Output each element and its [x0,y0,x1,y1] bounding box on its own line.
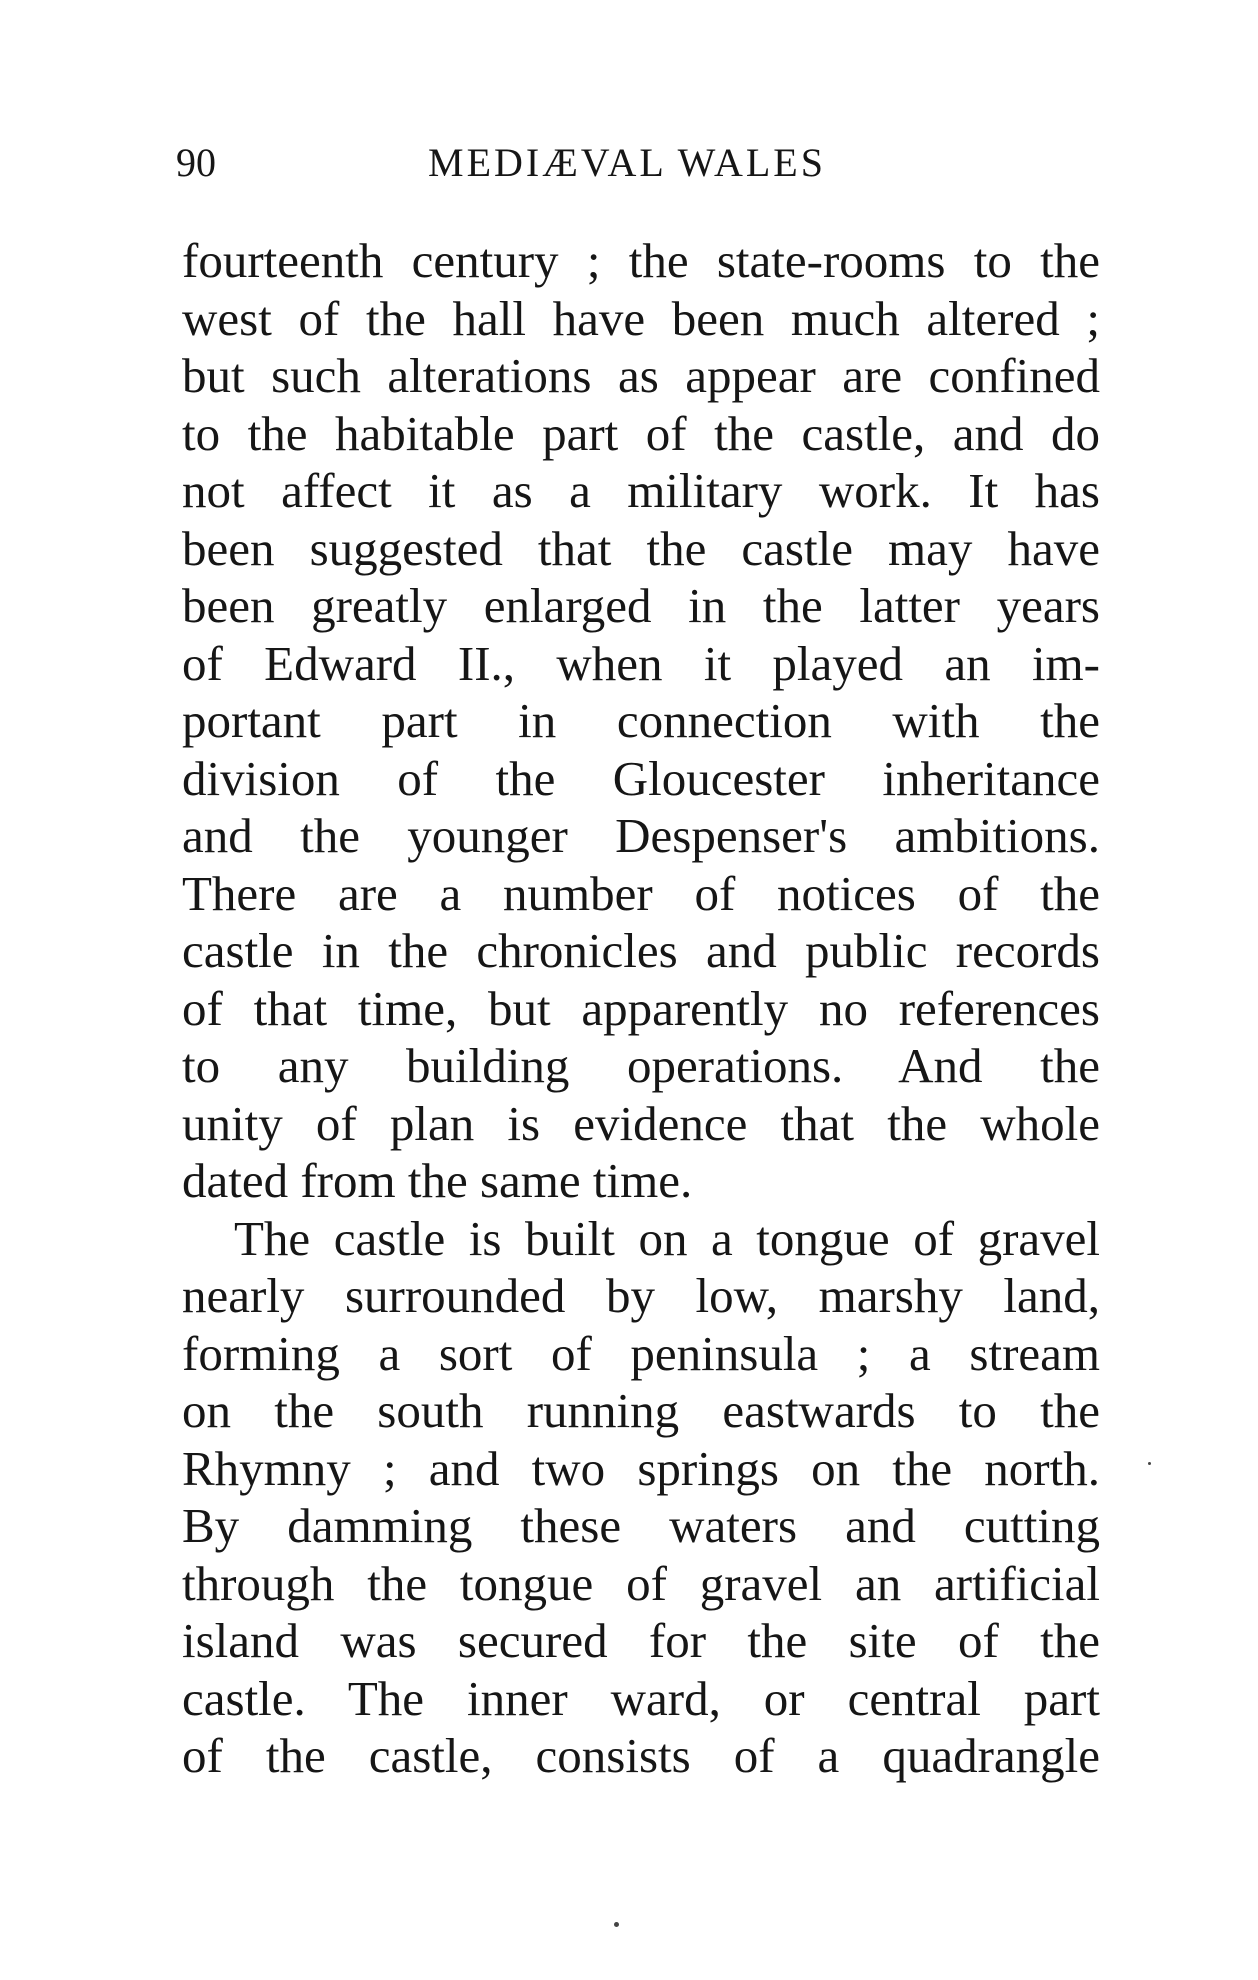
text-line: through the tongue of gravel an artificial [182,1555,1100,1611]
text-line: island was secured for the site of the [182,1613,1100,1668]
text-line: been suggested that the castle may have [182,520,1100,576]
page-number: 90 [176,140,216,185]
text-line: west of the hall have been much altered ; [182,290,1100,346]
text-line: to any building operations. And the [182,1038,1100,1093]
text-line: There are a number of notices of the [182,865,1100,921]
text-line: not affect it as a military work. It has [182,463,1100,518]
paragraph-end-line: dated from the same time. [182,1153,693,1208]
scan-speck [1148,1462,1151,1465]
text-line: Rhymny ; and two springs on the north. [182,1440,1100,1496]
text-line: unity of plan is evidence that the whole [182,1095,1100,1151]
text-line: but such alterations as appear are confined [182,348,1100,403]
paragraph-start-line: The castle is built on a tongue of gravel [234,1210,1100,1266]
text-line: been greatly enlarged in the latter years [182,578,1100,633]
text-line: of Edward II., when it played an im- [182,635,1100,691]
page-header [176,138,1098,188]
text-line: By damming these waters and cutting [182,1498,1100,1553]
text-line: to the habitable part of the castle, and do [182,405,1100,461]
text-line: on the south running eastwards to the [182,1383,1100,1438]
text-line: castle. The inner ward, or central part [182,1670,1100,1726]
text-line: of that time, but apparently no references [182,980,1100,1036]
scan-speck [614,1922,619,1927]
text-line: castle in the chronicles and public records [182,923,1100,978]
running-title: MEDIÆVAL WALES [428,140,826,185]
body-text [182,232,1100,1785]
text-line: nearly surrounded by low, marshy land, [182,1268,1100,1323]
text-line: forming a sort of peninsula ; a stream [182,1325,1100,1381]
text-line: fourteenth century ; the state-rooms to the [182,233,1100,288]
text-line: of the castle, consists of a quadrangle [182,1728,1100,1783]
text-line: and the younger Despenser's ambitions. [182,808,1100,863]
text-line: portant part in connection with the [182,693,1100,748]
text-line: division of the Gloucester inheritance [182,750,1100,806]
